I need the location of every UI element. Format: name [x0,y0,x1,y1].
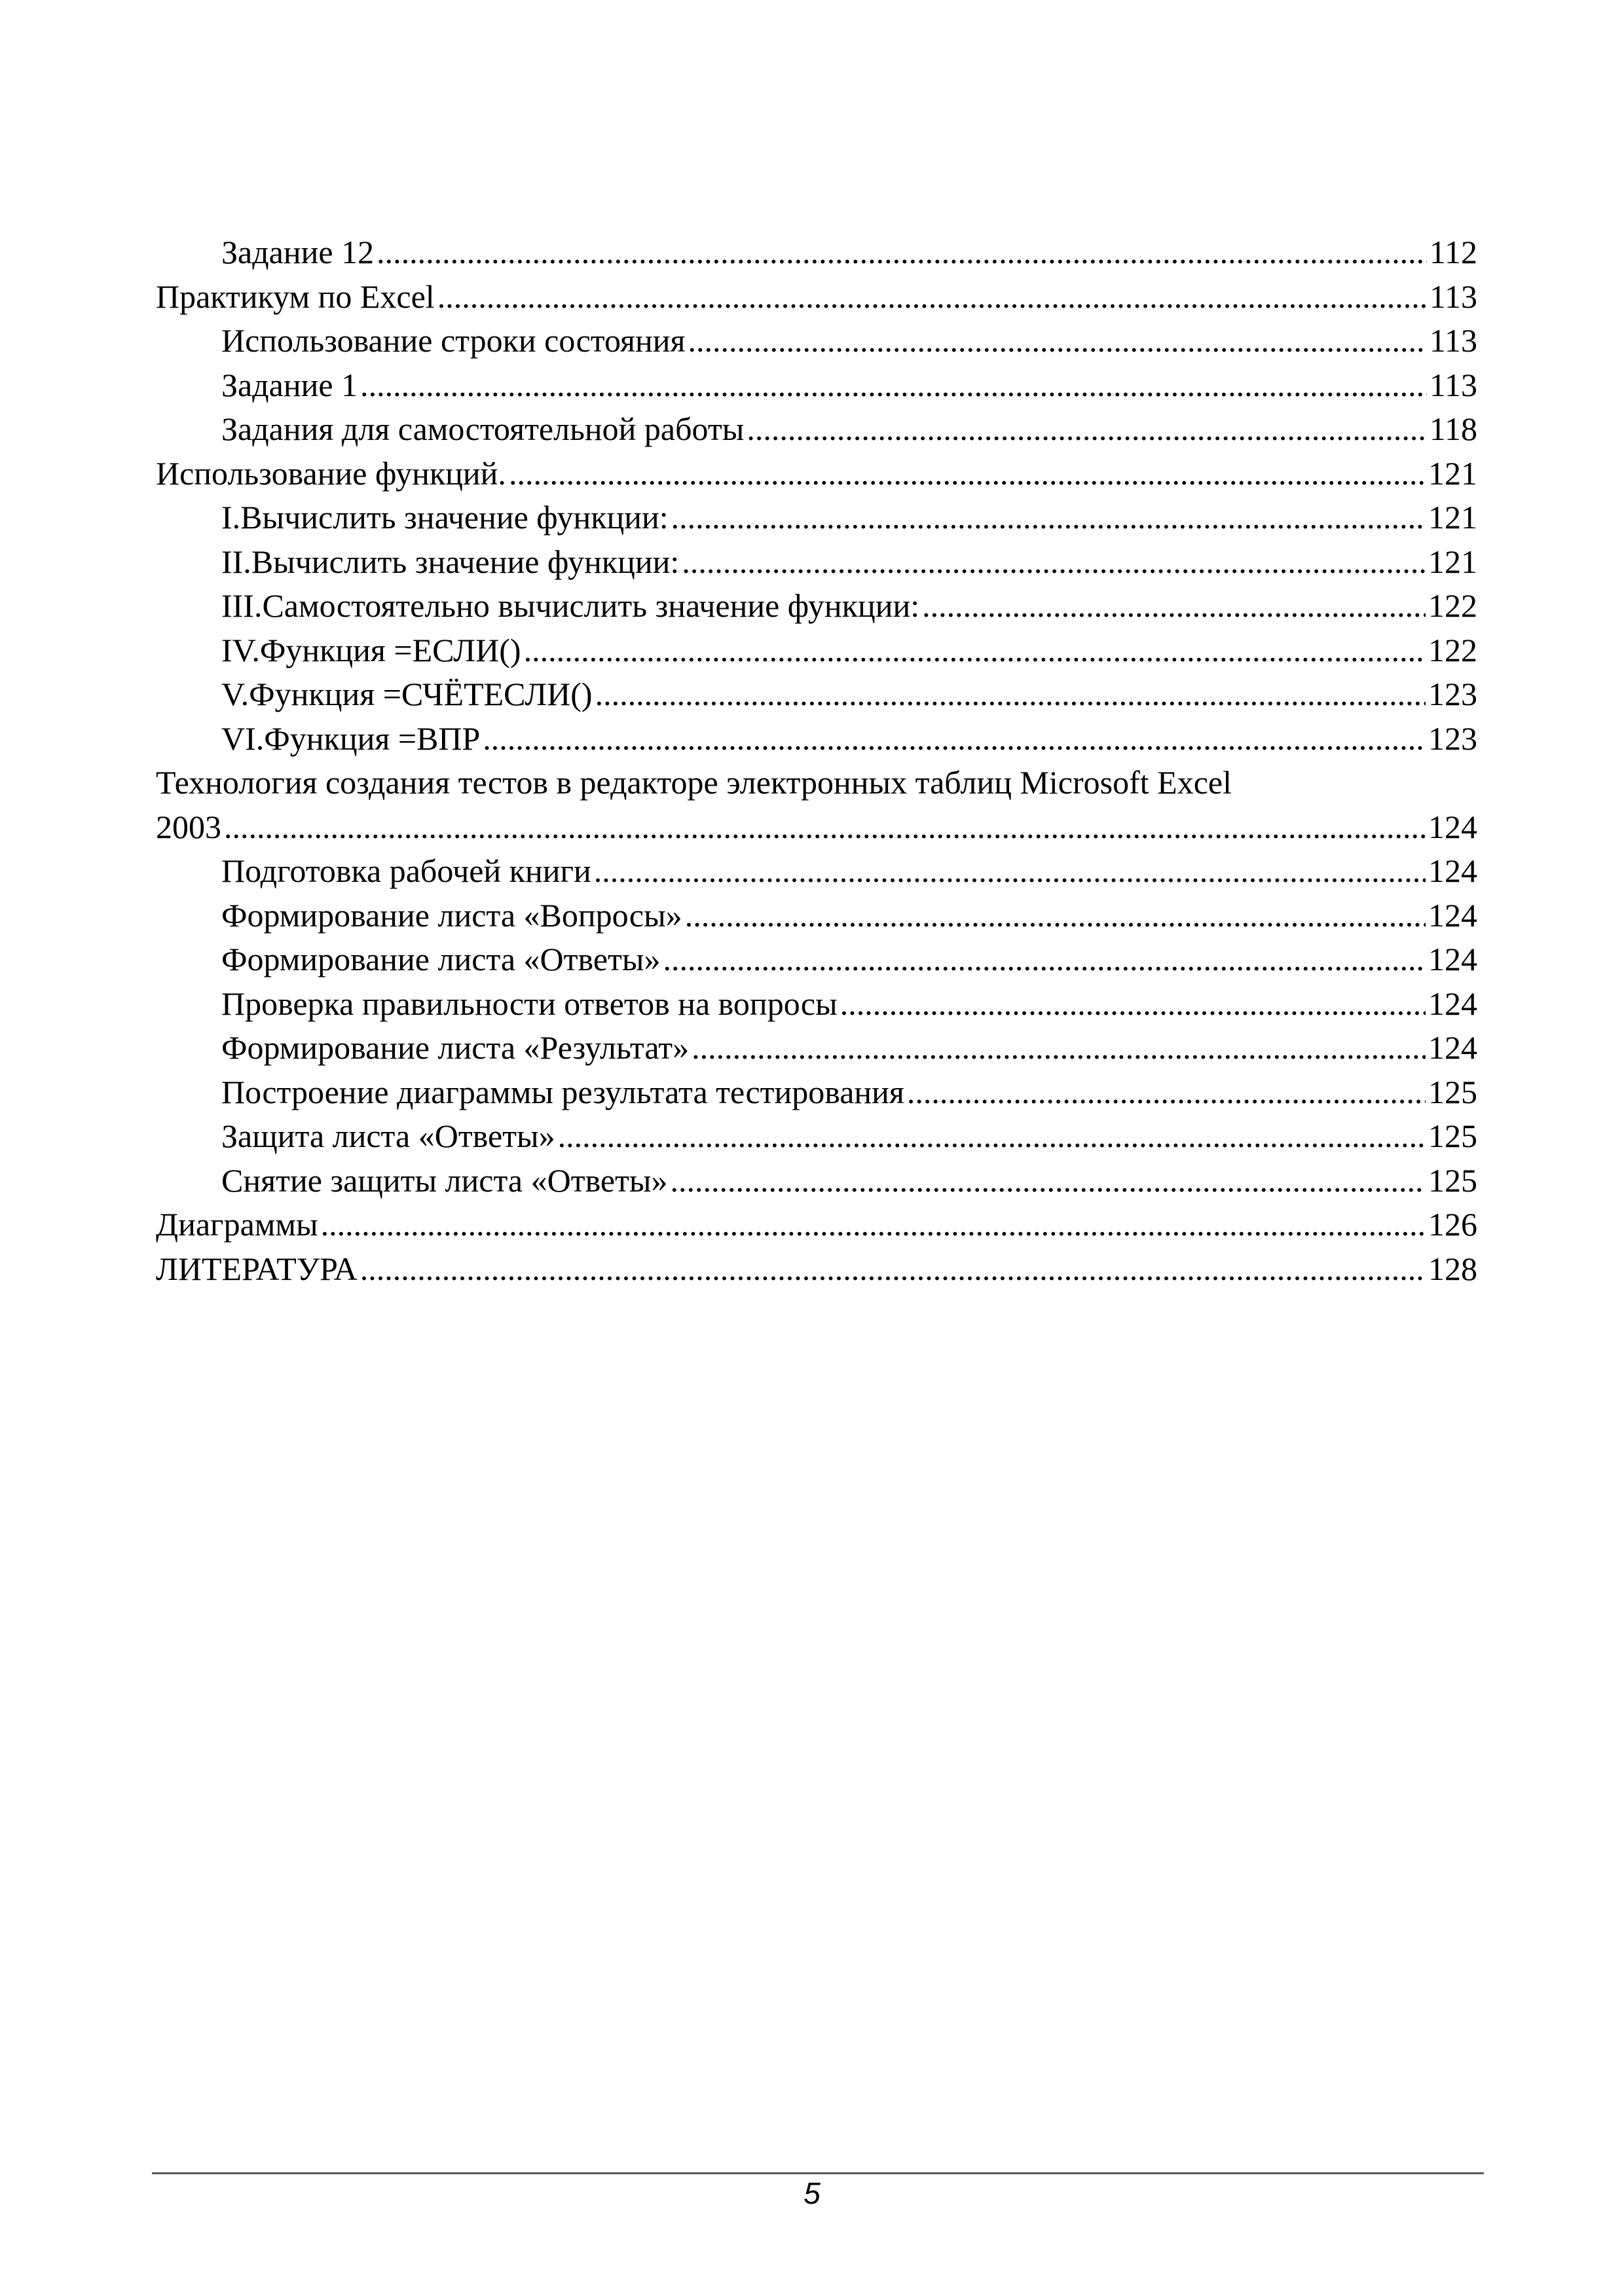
toc-entry-title: Технология создания тестов в редакторе электронных таблиц Microsoft Excel [156,764,1232,801]
toc-entry-page: 122 [1428,587,1477,624]
dot-leader [224,805,1426,850]
toc-entry-title: Задания для самостоятельной работы [221,410,745,447]
dot-leader [692,1026,1426,1070]
toc-entry-page: 125 [1428,1073,1477,1110]
toc-entry-title: Защита листа «Ответы» [221,1118,555,1154]
toc-entry[interactable] [156,230,1477,275]
toc-entry-title: Задание 1 [221,366,358,403]
dot-leader [688,319,1427,363]
toc-entry-page: 118 [1429,410,1477,447]
toc-entry-page: 123 [1428,676,1477,712]
toc-entry-title: Функция =ЕСЛИ() [259,631,521,668]
toc-entry-number: II. [221,543,251,580]
toc-entry-title: Функция =СЧЁТЕСЛИ() [249,676,593,712]
toc-entry-title: Функция =ВПР [264,720,481,757]
toc-entry-title: Диаграммы [156,1206,318,1243]
dot-leader [321,1203,1426,1247]
toc-entry-title-continued: 2003 [156,808,221,845]
toc-entry-title: Практикум по Excel [156,278,435,315]
toc-entry[interactable] [156,1203,1477,1247]
toc-entry-page: 124 [1428,941,1477,977]
toc-entry-page: 113 [1429,366,1477,403]
table-of-contents [156,230,1477,1291]
toc-entry-title: Построение диаграммы результата тестирования [221,1073,904,1110]
toc-entry-page: 123 [1428,720,1477,757]
toc-entry[interactable] [156,540,1477,585]
toc-entry-title-line[interactable] [156,761,1477,805]
toc-entry-title: Вычислить значение функции: [251,543,680,580]
toc-entry-page: 121 [1428,454,1477,492]
dot-leader [360,1247,1426,1292]
toc-entry-title: Формирование листа «Результат» [221,1029,690,1066]
toc-entry-number: V. [221,676,249,712]
toc-entry-page: 112 [1429,234,1477,270]
toc-entry-page: 113 [1429,322,1477,359]
toc-entry-title: Вычислить значение функции: [240,499,669,536]
dot-leader [524,629,1426,673]
toc-entry[interactable] [156,1159,1477,1203]
toc-entry-page: 124 [1428,808,1477,845]
toc-entry-page: 124 [1428,985,1477,1022]
dot-leader [594,849,1426,894]
dot-leader [685,894,1426,938]
dot-leader [558,1114,1426,1159]
toc-entry-page: 126 [1428,1206,1477,1243]
toc-entry-page: 121 [1428,499,1477,536]
toc-entry[interactable] [156,629,1477,673]
toc-entry-page: 128 [1428,1250,1477,1287]
dot-leader [671,496,1426,540]
toc-entry[interactable] [156,452,1477,496]
toc-entry-title: Проверка правильности ответов на вопросы [221,985,838,1022]
toc-entry[interactable] [156,363,1477,408]
toc-entry-page: 121 [1428,543,1477,580]
toc-entry-page: 125 [1428,1118,1477,1154]
toc-entry[interactable] [156,849,1477,894]
toc-entry[interactable] [156,1026,1477,1070]
dot-leader [671,1159,1426,1203]
toc-entry-page: 113 [1429,278,1477,315]
toc-entry[interactable] [156,584,1477,629]
dot-leader [840,982,1426,1027]
toc-entry[interactable] [156,1070,1477,1115]
toc-entry-title: ЛИТЕРАТУРА [156,1250,358,1287]
toc-entry-title: Снятие защиты листа «Ответы» [221,1161,668,1199]
toc-entry[interactable] [156,275,1477,319]
toc-entry-number: III. [221,587,263,624]
toc-entry[interactable] [156,805,1477,850]
dot-leader [663,938,1426,982]
toc-entry-title: Самостоятельно вычислить значение функции: [262,587,920,624]
toc-entry-page: 124 [1428,852,1477,889]
dot-leader [907,1070,1426,1115]
dot-leader [509,452,1426,496]
toc-entry[interactable] [156,894,1477,938]
dot-leader [483,717,1426,761]
toc-entry-page: 125 [1428,1161,1477,1199]
toc-entry-number: VI. [221,720,265,757]
dot-leader [377,230,1427,275]
toc-entry-title: Подготовка рабочей книги [221,852,591,889]
toc-entry[interactable] [156,407,1477,452]
dot-leader [437,275,1427,319]
toc-entry[interactable] [156,938,1477,982]
toc-entry[interactable] [156,717,1477,761]
dot-leader [922,584,1426,629]
toc-entry[interactable] [156,672,1477,717]
dot-leader [595,672,1426,717]
dot-leader [682,540,1426,585]
toc-entry[interactable] [156,319,1477,363]
toc-entry[interactable] [156,1247,1477,1292]
page-number: 5 [803,2176,821,2210]
toc-entry-title: Использование функций. [156,454,506,492]
toc-entry[interactable] [156,982,1477,1027]
toc-entry-title: Задание 12 [221,234,375,270]
dot-leader [360,363,1427,408]
toc-entry-page: 122 [1428,631,1477,668]
toc-entry-page: 124 [1428,896,1477,934]
toc-entry-title: Формирование листа «Вопросы» [221,896,682,934]
toc-entry-number: I. [221,499,241,536]
toc-entry-title: Формирование листа «Ответы» [221,941,661,977]
toc-entry-page: 124 [1428,1029,1477,1066]
toc-entry[interactable] [156,496,1477,540]
toc-entry[interactable] [156,1114,1477,1159]
toc-entry-title: Использование строки состояния [221,322,686,359]
dot-leader [747,407,1427,452]
toc-entry-number: IV. [221,631,260,668]
